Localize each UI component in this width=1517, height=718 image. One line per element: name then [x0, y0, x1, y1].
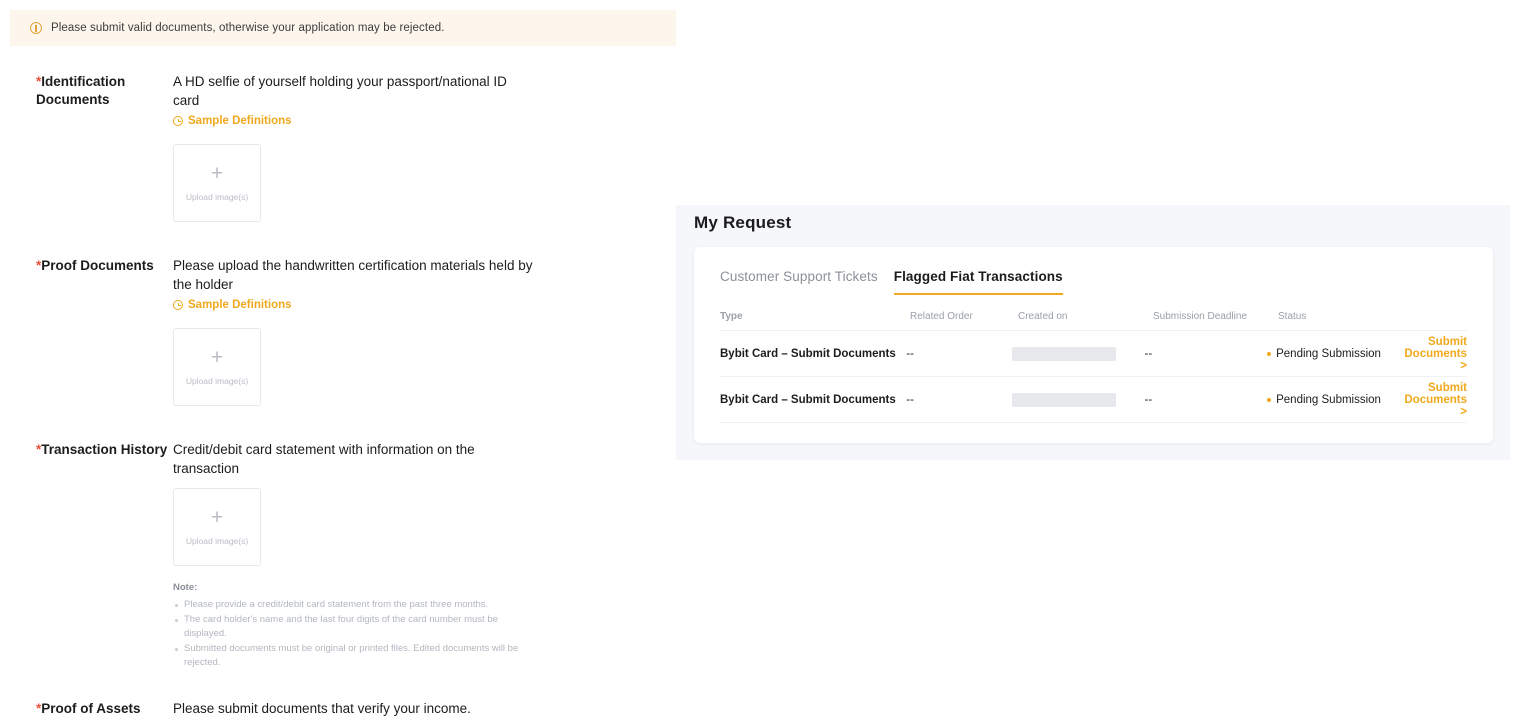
col-header-submission-deadline: Submission Deadline — [1153, 311, 1247, 322]
form-row-proof-of-assets — [0, 699, 676, 718]
submit-documents-link[interactable]: Submit Documents > — [1404, 381, 1467, 418]
status-badge — [1267, 394, 1404, 406]
submit-documents-link[interactable]: Submit Documents > — [1404, 335, 1467, 372]
redacted-value — [1012, 347, 1116, 361]
request-card — [694, 247, 1493, 443]
status-label: Pending Submission — [1276, 393, 1381, 406]
table-row — [720, 377, 1467, 423]
cell-related-order: -- — [906, 393, 914, 406]
row-body — [173, 440, 676, 671]
row-label — [36, 72, 173, 222]
cell-submission-deadline: -- — [1144, 347, 1153, 360]
tab-flagged-fiat-transactions[interactable]: Flagged Fiat Transactions — [894, 269, 1063, 295]
notice-text: Please submit valid documents, otherwise your application may be rejected. — [51, 22, 445, 34]
my-request-panel — [676, 0, 1517, 669]
required-marker: * — [36, 74, 42, 89]
form-row-transaction-history — [0, 440, 676, 671]
table-row — [720, 331, 1467, 377]
row-label — [36, 256, 173, 406]
document-submission-panel — [0, 0, 676, 716]
required-marker: * — [36, 442, 42, 457]
status-dot-icon — [1267, 352, 1271, 356]
request-tabs — [694, 247, 1493, 295]
plus-icon: + — [210, 345, 224, 369]
upload-dropzone-proof[interactable] — [173, 328, 261, 406]
cell-created-on — [1012, 347, 1144, 361]
row-description: Please submit documents that verify your income. — [173, 700, 471, 716]
row-body — [173, 256, 676, 406]
row-body — [173, 699, 676, 718]
row-body — [173, 72, 676, 222]
cell-related-order: -- — [906, 347, 914, 360]
row-label-text: Proof Documents — [41, 258, 154, 273]
status-badge — [1267, 348, 1404, 360]
note-title: Note: — [173, 582, 198, 593]
required-marker: * — [36, 258, 42, 273]
note-item: The card holder's name and the last four digits of the card number must be displayed. — [173, 613, 543, 642]
row-description: Please upload the handwritten certification materials held by the holder — [173, 258, 533, 292]
required-marker: * — [36, 700, 42, 716]
plus-icon: + — [210, 505, 224, 529]
sample-definitions-link-proof[interactable] — [173, 299, 292, 311]
note-list — [173, 598, 543, 671]
row-label — [36, 699, 173, 718]
col-header-related-order: Related Order — [910, 311, 973, 322]
row-label-text: Transaction History — [41, 442, 168, 457]
upload-label: Upload image(s) — [185, 191, 249, 202]
row-label-text: Identification Documents — [36, 74, 126, 107]
info-circle-icon — [30, 22, 42, 34]
status-label: Pending Submission — [1276, 347, 1381, 360]
form-row-proof-documents — [0, 256, 676, 406]
document-form — [0, 72, 676, 718]
note-item: Submitted documents must be original or printed files. Edited documents will be rejected. — [173, 642, 543, 671]
table-header-row — [720, 303, 1467, 331]
upload-label: Upload image(s) — [185, 375, 249, 386]
row-description: Credit/debit card statement with information on the transaction — [173, 442, 475, 476]
col-header-type: Type — [720, 310, 743, 322]
col-header-status: Status — [1278, 311, 1307, 322]
row-label — [36, 440, 173, 671]
sample-definitions-label: Sample Definitions — [188, 115, 292, 127]
upload-label: Upload image(s) — [185, 535, 249, 546]
row-label-text: Proof of Assets — [41, 700, 141, 716]
row-description: A HD selfie of yourself holding your passport/national ID card — [173, 74, 507, 108]
plus-icon: + — [210, 161, 224, 185]
upload-dropzone-identification[interactable] — [173, 144, 261, 222]
cell-type: Bybit Card – Submit Documents — [720, 347, 896, 360]
sample-definitions-link-identification[interactable] — [173, 115, 292, 127]
form-row-identification-documents — [0, 72, 676, 222]
cell-type: Bybit Card – Submit Documents — [720, 393, 896, 406]
note-item: Please provide a credit/debit card statement from the past three months. — [173, 598, 543, 613]
sample-definitions-label: Sample Definitions — [188, 299, 292, 311]
status-dot-icon — [1267, 398, 1271, 402]
upload-dropzone-transaction-history[interactable] — [173, 488, 261, 566]
requests-table — [720, 303, 1467, 423]
validation-notice — [10, 10, 676, 46]
clock-icon — [173, 300, 183, 310]
col-header-created-on: Created on — [1018, 311, 1068, 322]
panel-background-edge — [1510, 205, 1517, 460]
cell-created-on — [1012, 393, 1144, 407]
page-title: My Request — [694, 213, 792, 232]
cell-submission-deadline: -- — [1144, 393, 1153, 406]
transaction-history-note — [173, 582, 543, 671]
tab-customer-support-tickets[interactable]: Customer Support Tickets — [720, 269, 878, 284]
clock-icon — [173, 116, 183, 126]
redacted-value — [1012, 393, 1116, 407]
